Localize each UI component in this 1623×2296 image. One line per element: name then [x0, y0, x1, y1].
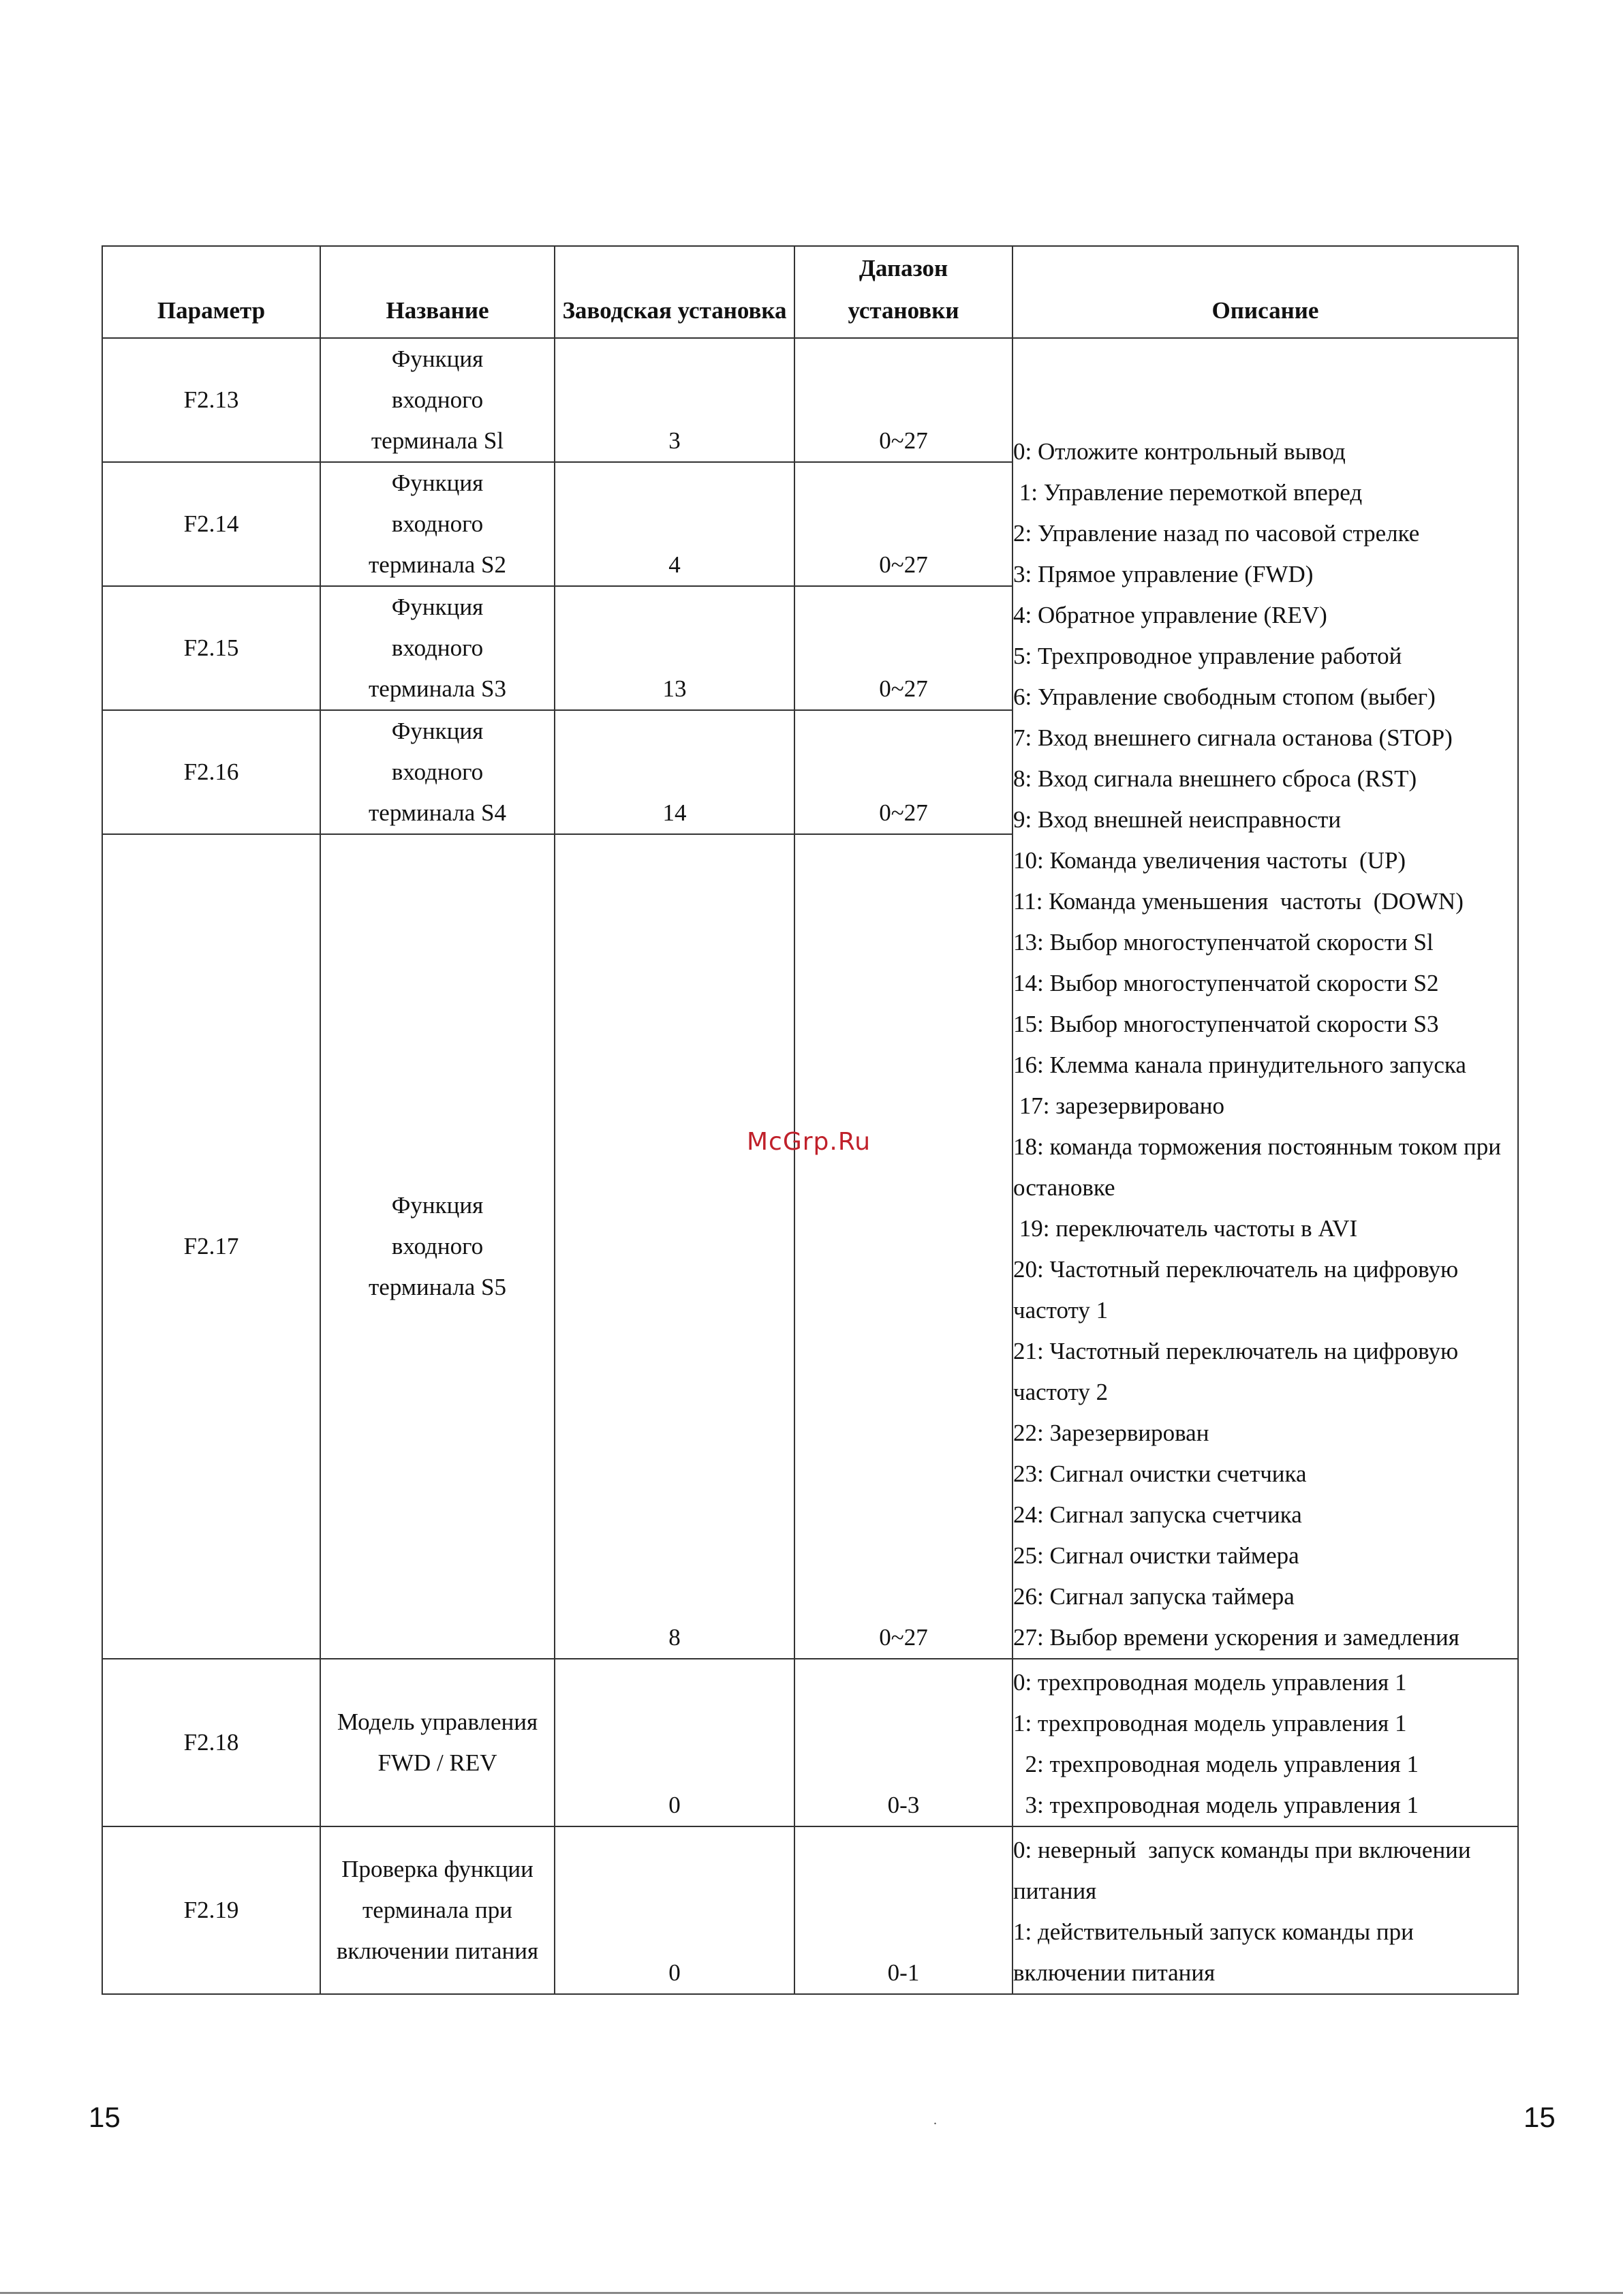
- page-number-left: 15: [89, 2101, 121, 2133]
- range-value: 0~27: [794, 710, 1013, 834]
- page-number-right: 15: [1524, 2101, 1556, 2133]
- param-code: F2.19: [102, 1826, 320, 1994]
- watermark: McGrp.Ru: [747, 1128, 871, 1156]
- param-name: Функция входного терминала S2: [320, 462, 555, 586]
- range-value: 0-1: [794, 1826, 1013, 1994]
- f218-description: 0: трехпроводная модель управления 1 1: трехпроводная модель управления 1 2: трехпроводная модель управления 1 3: трехпроводная модель управления 1: [1013, 1659, 1518, 1826]
- parameter-table: [102, 245, 1519, 1995]
- table-row: [102, 338, 1518, 462]
- factory-value: 0: [555, 1659, 794, 1826]
- header-desc: Описание: [1013, 246, 1518, 338]
- param-code: F2.18: [102, 1659, 320, 1826]
- factory-value: 0: [555, 1826, 794, 1994]
- param-name: Проверка функции терминала при включении питания: [320, 1826, 555, 1994]
- table-row: [102, 1826, 1518, 1994]
- param-code: F2.16: [102, 710, 320, 834]
- range-value: 0~27: [794, 586, 1013, 710]
- factory-value: 14: [555, 710, 794, 834]
- header-range: Дапазон установки: [794, 246, 1013, 338]
- header-param: Параметр: [102, 246, 320, 338]
- param-name: Функция входного терминала S4: [320, 710, 555, 834]
- range-value: 0-3: [794, 1659, 1013, 1826]
- table-row: [102, 1659, 1518, 1826]
- param-name: Модель управления FWD / REV: [320, 1659, 555, 1826]
- param-code: F2.13: [102, 338, 320, 462]
- range-value: 0~27: [794, 834, 1013, 1659]
- param-code: F2.14: [102, 462, 320, 586]
- f219-description: 0: неверный запуск команды при включении питания 1: действительный запуск команды при включении питания: [1013, 1826, 1518, 1994]
- range-value: 0~27: [794, 338, 1013, 462]
- param-code: F2.15: [102, 586, 320, 710]
- header-name: Название: [320, 246, 555, 338]
- range-value: 0~27: [794, 462, 1013, 586]
- param-code: F2.17: [102, 834, 320, 1659]
- factory-value: 13: [555, 586, 794, 710]
- bottom-divider: [0, 2292, 1623, 2294]
- factory-value: 3: [555, 338, 794, 462]
- param-name: Функция входного терминала S5: [320, 834, 555, 1659]
- factory-value: 8: [555, 834, 794, 1659]
- param-name: Функция входного терминала Sl: [320, 338, 555, 462]
- terminal-functions-description: 0: Отложите контрольный вывод 1: Управление перемоткой вперед 2: Управление назад по часовой стрелке 3: Прямое управление (FWD) 4: Обратное управление (REV) 5: Трехпроводное управление работой 6: Управление свободным стопом (выбег) 7: Вход внешнего сигнала останова (STOP) 8: Вход сигнала внешнего сброса (RST) 9: Вход внешней неисправности 10: Команда увеличения частоты (UP) 11: Команда уменьшения частоты (DOWN) 13: Выбор многоступенчатой скорости Sl 14: Выбор многоступенчатой скорости S2 15: Выбор многоступенчатой скорости S3 16: Клемма канала принудительного запуска 17: зарезервировано 18: команда торможения постоянным током при остановке 19: переключатель частоты в AVI 20: Частотный переключатель на цифровую частоту 1 21: Частотный переключатель на цифровую частоту 2 22: Зарезервирован 23: Сигнал очистки счетчика 24: Сигнал запуска счетчика 25: Сигнал очистки таймера 26: Сигнал запуска таймера 27: Выбор времени ускорения и замедления: [1013, 338, 1518, 1659]
- factory-value: 4: [555, 462, 794, 586]
- header-factory: Заводская установка: [555, 246, 794, 338]
- param-name: Функция входного терминала S3: [320, 586, 555, 710]
- decorative-dot: .: [933, 2113, 937, 2128]
